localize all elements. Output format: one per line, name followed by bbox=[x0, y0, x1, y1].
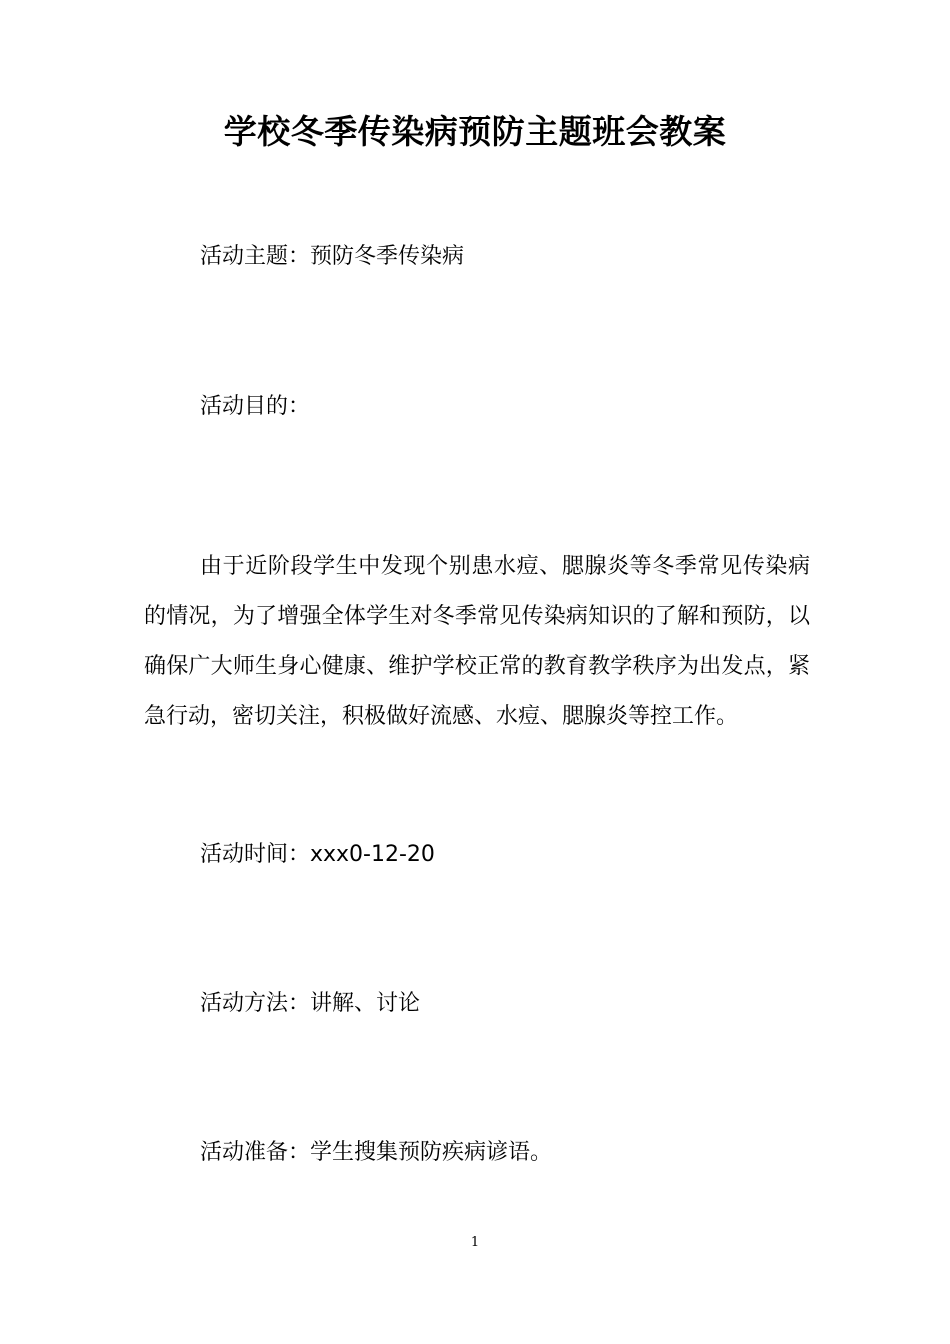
activity-theme: 活动主题：预防冬季传染病 bbox=[200, 244, 465, 269]
activity-preparation: 活动准备：学生搜集预防疾病谚语。 bbox=[200, 1140, 553, 1165]
activity-time: 活动时间：xxx0-12-20 bbox=[200, 842, 435, 867]
activity-method: 活动方法：讲解、讨论 bbox=[200, 991, 421, 1016]
activity-purpose-heading: 活动目的： bbox=[200, 394, 311, 419]
page-number: 1 bbox=[470, 1235, 480, 1250]
document-title: 学校冬季传染病预防主题班会教案 bbox=[223, 112, 727, 151]
activity-purpose-paragraph: 由于近阶段学生中发现个别患水痘、腮腺炎等冬季常见传染病的情况，为了增强全体学生对冬季常见传染病知识的了解和预防，以确保广大师生身心健康、维护学校正常的教育教学秩序为出发点，紧急行动，密切关注，积极做好流感、水痘、腮腺炎等控工作。 bbox=[144, 554, 810, 729]
